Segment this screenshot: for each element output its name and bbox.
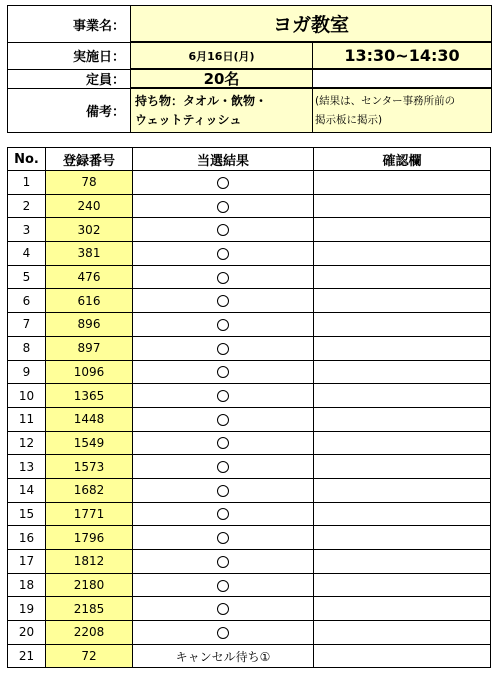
- table-row: [8, 289, 491, 313]
- confirm-cell: [314, 218, 491, 242]
- result-cell: [133, 218, 314, 242]
- circle-icon: [217, 627, 229, 639]
- table-row: [8, 597, 491, 621]
- row-number: 2: [8, 194, 46, 218]
- result-cell: [133, 644, 314, 668]
- capacity-blank: [312, 69, 492, 88]
- col-registration-header: 登録番号: [46, 148, 133, 171]
- table-row: [8, 502, 491, 526]
- row-number: 3: [8, 218, 46, 242]
- table-row: [8, 455, 491, 479]
- registration-number: 1796: [46, 526, 133, 550]
- registration-number: 476: [46, 265, 133, 289]
- table-row: [8, 573, 491, 597]
- notes-aside-line-2: 掲示板に掲示): [315, 114, 383, 126]
- result-cell: [133, 242, 314, 266]
- notes-aside: [312, 88, 492, 133]
- confirm-cell: [314, 644, 491, 668]
- registration-number: 896: [46, 313, 133, 337]
- result-cell: [133, 384, 314, 408]
- event-label: 事業名：: [72, 18, 125, 34]
- row-number: 9: [8, 360, 46, 384]
- registration-number: 302: [46, 218, 133, 242]
- registration-number: 616: [46, 289, 133, 313]
- confirm-cell: [314, 194, 491, 218]
- confirm-cell: [314, 597, 491, 621]
- confirm-cell: [314, 384, 491, 408]
- header-divider-1: [7, 42, 130, 43]
- registration-number: 2208: [46, 621, 133, 645]
- table-row: [8, 550, 491, 574]
- circle-icon: [217, 390, 229, 402]
- registration-number: 2185: [46, 597, 133, 621]
- table-row: [8, 360, 491, 384]
- table-row: [8, 171, 491, 195]
- circle-icon: [217, 224, 229, 236]
- result-cell: [133, 573, 314, 597]
- circle-icon: [217, 414, 229, 426]
- confirm-cell: [314, 550, 491, 574]
- confirm-cell: [314, 478, 491, 502]
- result-cell: [133, 502, 314, 526]
- header-divider-2: [7, 69, 130, 70]
- row-number: 7: [8, 313, 46, 337]
- circle-icon: [217, 485, 229, 497]
- table-row: [8, 242, 491, 266]
- confirm-cell: [314, 407, 491, 431]
- notes-line-2: ウェットティッシュ: [135, 113, 242, 127]
- row-number: 21: [8, 644, 46, 668]
- notes-line-1: 持ち物：タオル・飲物・: [135, 94, 268, 108]
- result-text: キャンセル待ち①: [175, 649, 271, 664]
- col-no-header: No.: [8, 148, 46, 171]
- circle-icon: [217, 556, 229, 568]
- row-number: 20: [8, 621, 46, 645]
- table-row: [8, 336, 491, 360]
- registration-number: 1365: [46, 384, 133, 408]
- registration-number: 1448: [46, 407, 133, 431]
- date-value: 6月16日(月): [130, 42, 313, 69]
- row-number: 16: [8, 526, 46, 550]
- result-cell: [133, 313, 314, 337]
- confirm-cell: [314, 242, 491, 266]
- circle-icon: [217, 603, 229, 615]
- table-row: [8, 194, 491, 218]
- time-value: 13:30~14:30: [312, 42, 492, 69]
- circle-icon: [217, 319, 229, 331]
- result-cell: [133, 289, 314, 313]
- table-row: [8, 431, 491, 455]
- registration-number: 1771: [46, 502, 133, 526]
- result-cell: [133, 265, 314, 289]
- table-row: [8, 621, 491, 645]
- header-divider-3: [7, 88, 130, 89]
- table-row: [8, 644, 491, 668]
- confirm-cell: [314, 171, 491, 195]
- notes-label: 備考：: [85, 105, 125, 120]
- confirm-cell: [314, 526, 491, 550]
- result-cell: [133, 336, 314, 360]
- circle-icon: [217, 272, 229, 284]
- date-label: 実施日：: [72, 50, 125, 65]
- notes-aside-line-1: (結果は、センター事務所前の: [315, 95, 456, 107]
- circle-icon: [217, 343, 229, 355]
- registration-number: 381: [46, 242, 133, 266]
- row-number: 13: [8, 455, 46, 479]
- row-number: 10: [8, 384, 46, 408]
- registration-number: 1682: [46, 478, 133, 502]
- confirm-cell: [314, 502, 491, 526]
- circle-icon: [217, 248, 229, 260]
- result-cell: [133, 621, 314, 645]
- notes-value: [130, 88, 313, 133]
- col-result-header: 当選結果: [133, 148, 314, 171]
- row-number: 11: [8, 407, 46, 431]
- table-header-row: [8, 148, 491, 171]
- confirm-cell: [314, 336, 491, 360]
- row-number: 5: [8, 265, 46, 289]
- result-cell: [133, 407, 314, 431]
- confirm-cell: [314, 431, 491, 455]
- registration-number: 897: [46, 336, 133, 360]
- circle-icon: [217, 580, 229, 592]
- col-confirm-header: 確認欄: [314, 148, 491, 171]
- registration-number: 1812: [46, 550, 133, 574]
- result-cell: [133, 550, 314, 574]
- circle-icon: [217, 201, 229, 213]
- table-row: [8, 526, 491, 550]
- result-cell: [133, 171, 314, 195]
- capacity-value: 20名: [130, 69, 313, 88]
- confirm-cell: [314, 313, 491, 337]
- row-number: 18: [8, 573, 46, 597]
- confirm-cell: [314, 289, 491, 313]
- circle-icon: [217, 532, 229, 544]
- registration-number: 1573: [46, 455, 133, 479]
- table-row: [8, 313, 491, 337]
- table-row: [8, 478, 491, 502]
- table-row: [8, 265, 491, 289]
- confirm-cell: [314, 621, 491, 645]
- row-number: 1: [8, 171, 46, 195]
- circle-icon: [217, 177, 229, 189]
- result-cell: [133, 360, 314, 384]
- circle-icon: [217, 508, 229, 520]
- event-value: ヨガ教室: [130, 5, 492, 42]
- capacity-label: 定員：: [85, 73, 125, 88]
- row-number: 15: [8, 502, 46, 526]
- circle-icon: [217, 295, 229, 307]
- result-cell: [133, 194, 314, 218]
- result-cell: [133, 431, 314, 455]
- table-row: [8, 218, 491, 242]
- row-number: 14: [8, 478, 46, 502]
- table-row: [8, 384, 491, 408]
- result-cell: [133, 478, 314, 502]
- circle-icon: [217, 366, 229, 378]
- row-number: 12: [8, 431, 46, 455]
- row-number: 8: [8, 336, 46, 360]
- result-cell: [133, 455, 314, 479]
- registration-number: 1096: [46, 360, 133, 384]
- circle-icon: [217, 437, 229, 449]
- registration-number: 1549: [46, 431, 133, 455]
- table-row: [8, 407, 491, 431]
- row-number: 4: [8, 242, 46, 266]
- confirm-cell: [314, 573, 491, 597]
- registration-number: 240: [46, 194, 133, 218]
- result-cell: [133, 526, 314, 550]
- confirm-cell: [314, 360, 491, 384]
- row-number: 6: [8, 289, 46, 313]
- row-number: 17: [8, 550, 46, 574]
- row-number: 19: [8, 597, 46, 621]
- confirm-cell: [314, 265, 491, 289]
- confirm-cell: [314, 455, 491, 479]
- results-table: [7, 147, 491, 668]
- result-cell: [133, 597, 314, 621]
- registration-number: 72: [46, 644, 133, 668]
- circle-icon: [217, 461, 229, 473]
- registration-number: 2180: [46, 573, 133, 597]
- registration-number: 78: [46, 171, 133, 195]
